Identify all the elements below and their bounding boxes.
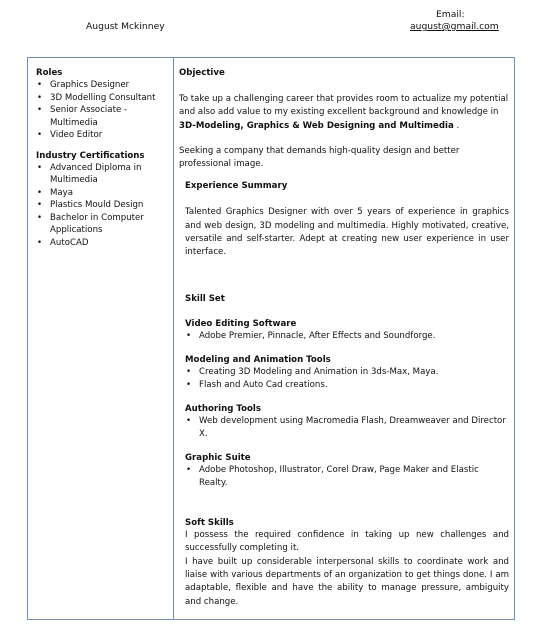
resume-table: [27, 57, 515, 620]
objective-paragraph-2: Seeking a company that demands high-quality design and better professional image.: [179, 145, 460, 170]
skill-list: [185, 366, 509, 391]
soft-skills-paragraph: I have built up considerable interpersonal skills to coordinate work and liaise with various departments of an organization to get things done. I am adaptable, flexible and have the ability to manage pressure, ambiguity and change.: [185, 556, 509, 607]
skill-set-heading: Skill Set: [185, 293, 225, 304]
role-item: • Video Editor: [36, 129, 166, 142]
skill-item: • Adobe Photoshop, Illustrator, Corel Draw, Page Maker and Elastic Realty.: [185, 464, 509, 489]
objective-heading: Objective: [179, 68, 225, 78]
skill-group: [179, 318, 509, 343]
column-divider: [173, 58, 174, 619]
objective-paragraph: [179, 93, 509, 133]
right-column: [179, 67, 509, 609]
experience-summary: Talented Graphics Designer with over 5 years of experience in graphics and web design, 3D modeling and multimedia. Highly motivated, creative, versatile and self-starter. Adept at creating new user experience in user interface.: [185, 207, 509, 258]
soft-skills-paragraph: I possess the required confidence in taking up new challenges and successfully completing it.: [185, 530, 509, 554]
skill-group: [179, 403, 509, 440]
certifications-heading: Industry Certifications: [36, 150, 145, 161]
skill-group-title: Graphic Suite: [185, 453, 251, 464]
email-label: Email:: [436, 9, 465, 20]
role-item: • Graphics Designer: [36, 79, 166, 92]
skill-group-title: Modeling and Animation Tools: [185, 355, 331, 366]
certifications-list: [36, 162, 166, 250]
roles-heading: Roles: [36, 68, 63, 78]
experience-heading: Experience Summary: [185, 181, 288, 192]
skill-list: [185, 464, 509, 489]
skill-item: • Flash and Auto Cad creations.: [185, 379, 509, 392]
skill-group: [179, 354, 509, 391]
left-column: [36, 67, 166, 249]
role-item: • 3D Modelling Consultant: [36, 92, 166, 105]
certification-item: • AutoCAD: [36, 237, 166, 250]
skill-list: [185, 330, 509, 343]
skill-item: • Adobe Premier, Pinnacle, After Effects and Soundforge.: [185, 330, 509, 343]
roles-list: [36, 79, 166, 142]
objective-text: To take up a challenging career that provides room to actualize my potential and also add value to my existing excellent background and knowledge in: [179, 94, 509, 118]
certification-item: • Maya: [36, 187, 166, 200]
skill-item: • Creating 3D Modeling and Animation in 3ds-Max, Maya.: [185, 366, 509, 379]
skill-group-title: Authoring Tools: [185, 404, 261, 415]
skill-list: [185, 415, 509, 440]
soft-skills-heading: Soft Skills: [185, 518, 234, 529]
objective-focus-areas: 3D-Modeling, Graphics & Web Designing and Multimedia: [179, 120, 454, 131]
certification-item: • Advanced Diploma in Multimedia: [36, 162, 166, 187]
certification-item: • Bachelor in Computer Applications: [36, 212, 166, 237]
candidate-name: August Mckinney: [86, 21, 165, 32]
email-link[interactable]: august@gmail.com: [410, 21, 499, 32]
role-item: • Senior Associate - Multimedia: [36, 104, 166, 129]
skill-group-title: Video Editing Software: [185, 318, 297, 329]
skill-item: • Web development using Macromedia Flash, Dreamweaver and Director X.: [185, 415, 509, 440]
objective-end: .: [453, 120, 460, 131]
skill-group: [179, 452, 509, 489]
certification-item: • Plastics Mould Design: [36, 199, 166, 212]
